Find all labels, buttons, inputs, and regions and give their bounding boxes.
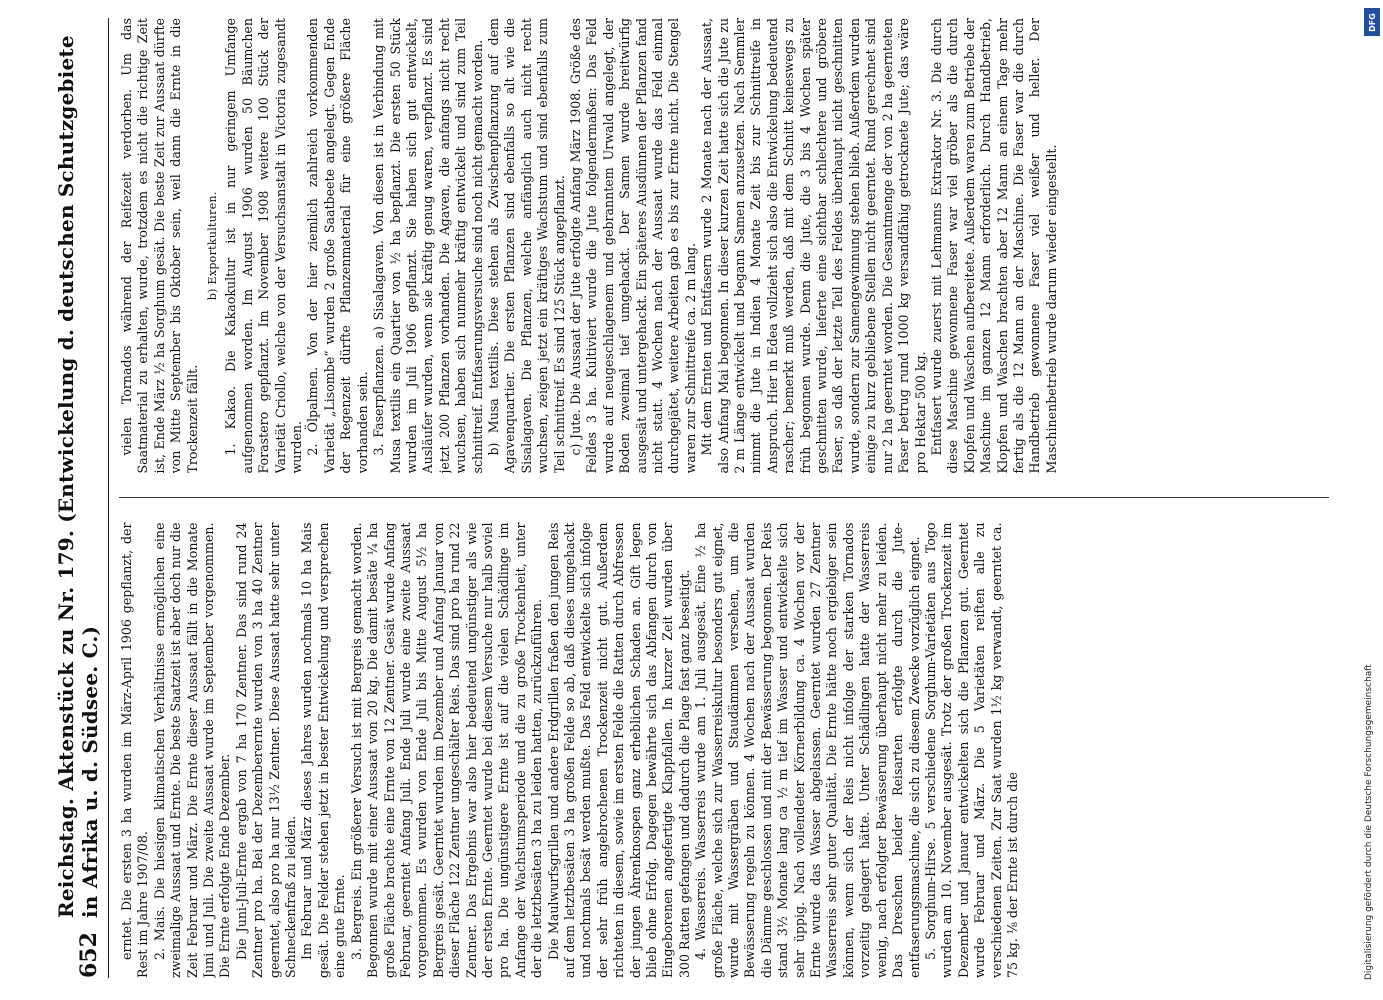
paragraph: Entfasert wurde zuerst mit Lehmanns Extraktor Nr. 3. Die durch diese Maschine gewonnene Faser war viel gröber als die durch Klopfen und Waschen aufbereitete. Außerdem waren zum Betriebe der Maschine im ganzen 12 Mann erforderlich. Durch Handbetrieb, Klopfen und Waschen brachten aber 12 Mann an einem Tage mehr fertig als die 12 Mann an der Maschine. Die Faser war die durch Handbetrieb gewonnene Faser viel weißer und heller. Der Maschinenbetrieb wurde darum wieder eingestellt. — [928, 18, 1059, 474]
paragraph: 4. Wasserreis. Wasserreis wurde am 1. Juli ausgesät. Eine ½ ha große Fläche, welche sich zur Wasserreiskultur besonders gut eignet, wurde mit Wassergräben und Staudämmen versehen, um die Bewässerung regeln zu können. 4 Wochen nach der Aussaat wurden die Dämme geschlossen und mit der Bewässerung begonnen. Der Reis stand 3½ Monate lang ca ½ m tief im Wasser und entwickelte sich sehr üppig. Nach vollendeter Körnerbildung ca. 4 Wochen vor der Ernte wurde das Wasser abgelassen. Geerntet wurden 27 Zentner Wasserreis sehr guter Qualität. Die Ernte hätte noch ergiebiger sein können, wenn sich der Reis nicht infolge der starken Tornados vorzeitig gelagert hätte. Unter Schädlingen hatte der Wasserreis wenig, nach erfolgter Bewässerung überhaupt nicht mehr zu leiden. Das Dreschen beider Reisarten erfolgte durch die Jute-entfaserungsmaschine, die sich zu diesem Zwecke vorzüglich eignet. — [693, 522, 922, 978]
page-header — [54, 18, 109, 978]
running-title: Reichstag. Aktenstück zu Nr. 179. (Entwickelung d. deutschen Schutzgebiete in Afrika u. d. Südsee. C.) — [54, 35, 102, 918]
page-number: 652 — [76, 932, 102, 978]
rotated-page — [54, 18, 1335, 978]
paragraph: Die Juni-Juli-Ernte ergab von 7 ha 170 Zentner. Das sind rund 24 Zentner pro ha. Bei der Dezemberernte wurden von 3 ha 40 Zentner geerntet, also pro ha nur 13½ Zentner. Diese Aussaat hatte sehr unter Schneckenfraß zu leiden. — [233, 522, 299, 978]
paragraph: Die Maulwurfsgrillen und andere Erdgrillen fraßen den jungen Reis auf dem letztbesäten 3 ha großen Felde so ab, daß dieses umgehackt und nochmals besät werden mußte. Das Feld entwickelte sich infolge der sehr früh angebrochenen Trockenzeit nicht gut. Außerdem richteten in diesem, sowie im ersten Felde die Ratten durch Abfressen der jungen Ährenknospen ganz erheblichen Schaden an. Gift legen blieb ohne Erfolg. Dagegen bewährte sich das Abfangen durch von Eingeborenen angefertigte Klappfallen. In kurzer Zeit wurden über 300 Ratten gefangen und dadurch die Plage fast ganz beseitigt. — [545, 522, 692, 978]
funding-note: Digitalisierung gefördert durch die Deutsche Forschungsgemeinschaft — [1364, 664, 1374, 980]
paragraph: 3. Faserpflanzen. a) Sisalagaven. Von diesen ist in Verbindung mit Musa textilis ein Quartier von ½ ha bepflanzt. Die ersten 50 Stück wurden im Juli 1906 gepflanzt. Sie haben sich gut entwickelt, Ausläufer wurden, wenn sie kräftig genug waren, verpflanzt. Es sind jetzt 200 Pflanzen vorhanden. Die Agaven, die anfangs nicht recht wuchsen, haben sich nunmehr kräftig entwickelt und sind zum Teil schnittreif. Entfaserungsversuche sind noch nicht gemacht worden. — [371, 18, 485, 474]
section-heading: b) Exportkulturen. — [206, 191, 220, 301]
paragraph: 2. Mais. Die hiesigen klimatischen Verhältnisse ermöglichen eine zweimalige Aussaat und Ernte. Die beste Saatzeit ist aber doch nur die Zeit Februar und März. Die Ernte dieser Aussaat fällt in die Monate Juni und Juli. Die zweite Aussaat wurde im September vorgenommen. Die Ernte erfolgte Ende Dezember. — [151, 522, 233, 978]
paragraph: 3. Bergreis. Ein größerer Versuch ist mit Bergreis gemacht worden. Begonnen wurde mit einer Aussaat von 20 kg. Die damit besäte ¼ ha große Fläche brachte eine Ernte von 12 Zentner. Gesät wurde Anfang Februar, geerntet Anfang Juli. Ende Juli wurde eine zweite Aussaat vorgenommen. Es wurden von Ende Juli bis Mitte August 5½ ha Bergreis gesät. Geerntet wurden im Dezember und Anfang Januar von dieser Fläche 122 Zentner ungeschälter Reis. Das sind pro ha rund 22 Zentner. Das Ergebnis war also hier bedeutend ungünstiger als wie der ersten Ernte. Geerntet wurde bei diesem Versuche nur halb soviel pro ha. Die ungünstigere Ernte ist auf die vielen Schädlinge im Anfange der Wachstumsperiode und die zu große Trockenheit, unter der die letztbesäten 3 ha zu leiden hatten, zurückzuführen. — [348, 522, 545, 978]
column-divider — [119, 498, 1329, 499]
right-column — [119, 18, 1329, 474]
side-note — [1362, 30, 1376, 980]
dfg-logo: DFG — [1364, 8, 1380, 36]
paragraph: erntet. Die ersten 3 ha wurden im März-April 1906 gepflanzt, der Rest im Jahre 1907/08. — [119, 522, 151, 978]
paragraph: Mit dem Ernten und Entfasern wurde 2 Monate nach der Aussaat, also Anfang Mai begonnen. In dieser kurzen Zeit hatte sich die Jute zu 2 m Länge entwickelt und begann Samen anzusetzen. Nach Semmler nimmt die Jute in Indien 4 Monate Zeit bis zur Schnittreife in Anspruch. Hier in Edea vollzieht sich also die Entwickelung bedeutend rascher; bemerkt muß werden, daß mit dem Schnitt keineswegs zu früh begonnen wurde. Denn die Jute, die 3 bis 4 Wochen später geschnitten wurde, lieferte eine sichtbar schlechtere und gröbere Faser, so daß der letzte Teil des Feldes überhaupt nicht geschnitten wurde, sondern zur Samengewinnung stehen blieb. Außerdem wurden einige zu kurz gebliebene Stellen nicht geerntet. Rund gerechnet sind nur 2 ha geerntet worden. Die Gesamtmenge der von 2 ha geernteten Faser betrug rund 1000 kg versandfähig getrocknete Jute; das wäre pro Hektar 500 kg. — [699, 18, 928, 474]
left-column — [119, 523, 1329, 979]
paragraph: 5. Sorghum-Hirse. 5 verschiedene Sorghum-Varietäten aus Togo wurden am 10. November ausgesät. Trotz der großen Trockenzeit im Dezember und Januar entwickelten sich die Pflanzen gut. Geerntet wurde Februar und März. Die 5 Varietäten reiften alle zu verschiedenen Zeiten. Zur Saat wurden 1½ kg verwandt, geerntet ca. 75 kg. ⅛ der Ernte ist durch die — [922, 522, 1020, 978]
paragraph: vielen Tornados während der Reifezeit verdorben. Um das Saatmaterial zu erhalten, wurde, trotzdem es nicht die richtige Zeit ist, Ende März ½ ha Sorghum gesät. Die beste Zeit zur Aussaat dürfte von Mitte September bis Oktober sein, weil dann die Ernte in die Trockenzeit fällt. — [119, 18, 200, 474]
paragraph: c) Jute. Die Aussaat der Jute erfolgte Anfang März 1908. Größe des Feldes 3 ha. Kultiviert wurde die Jute folgendermaßen: Das Feld wurde auf neugeschlagenem und gebranntem Urwald angelegt, der Boden zweimal tief umgehackt. Der Samen wurde breitwürfig ausgesät und untergehackt. Ein späteres Ausdünnen der Pflanzen fand nicht statt. 4 Wochen nach der Aussaat wurde das Feld einmal durchgejätet, weitere Arbeiten gab es bis zur Ernte nicht. Die Stengel waren zur Schnittreife ca. 2 m lang. — [567, 18, 698, 474]
paragraph: 1. Kakao. Die Kakaokultur ist in nur geringem Umfange aufgenommen worden. Im August 1906 wurden 50 Bäumchen Forastero gepflanzt. Im November 1908 weitere 100 Stück der Varietät Criollo, welche von der Versuchsanstalt in Victoria zugesandt wurden. — [223, 18, 305, 474]
paragraph: Im Februar und März dieses Jahres wurden nochmals 10 ha Mais gesät. Die Felder stehen jetzt in bester Entwickelung und versprechen eine gute Ernte. — [299, 522, 348, 978]
text-columns — [119, 18, 1329, 978]
paragraph: 2. Ölpalmen. Von der hier ziemlich zahlreich vorkommenden Varietät „Lisombe“ wurden 2 große Saatbeete angelegt. Gegen Ende der Regenzeit dürfte Pflanzenmaterial für eine größere Fläche vorhanden sein. — [305, 18, 370, 474]
paragraph: b) Musa textilis. Diese stehen als Zwischenpflanzung auf dem Agavenquartier. Die ersten Pflanzen sind ebenfalls so alt wie die Sisalagaven. Die Pflanzen, welche anfänglich auch nicht recht wuchsen, zeigen jetzt ein kräftiges Wachstum und sind ebenfalls zum Teil schnittreif. Es sind 125 Stück angepflanzt. — [485, 18, 567, 474]
